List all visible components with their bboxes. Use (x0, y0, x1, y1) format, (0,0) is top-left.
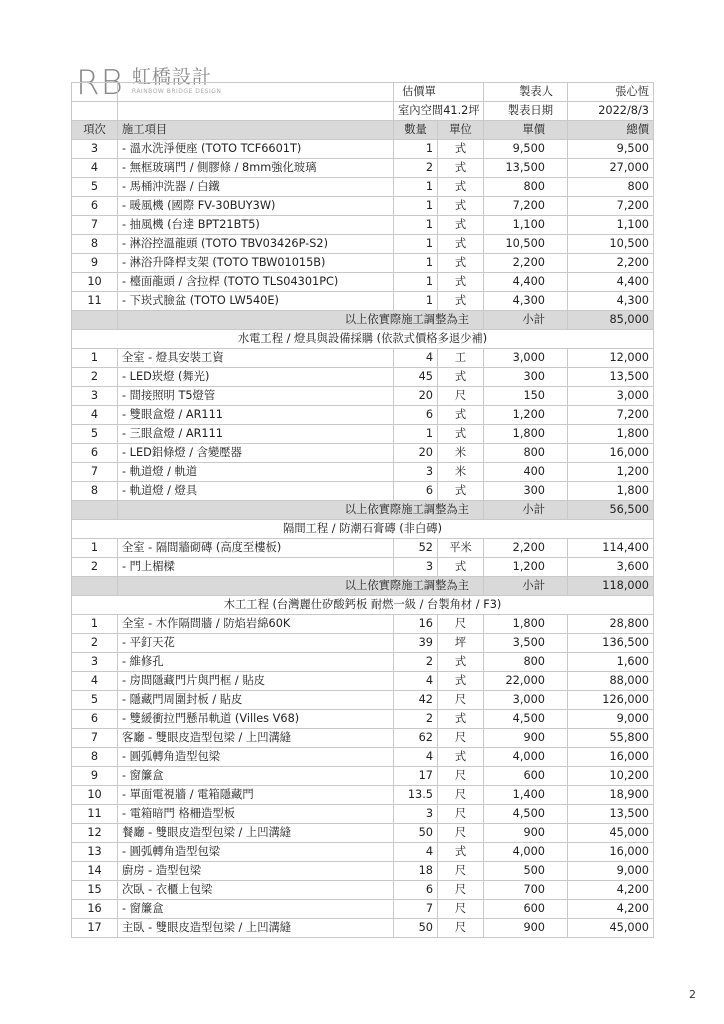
item-no: 10 (72, 786, 118, 805)
item-name: 全室 - 木作隔間牆 / 防焰岩綿60K (118, 615, 394, 634)
item-unit: 式 (438, 292, 484, 311)
item-name: - 電箱暗門 格柵造型板 (118, 805, 394, 824)
item-total: 16,000 (568, 843, 654, 862)
item-name: 廚房 - 造型包梁 (118, 862, 394, 881)
item-no: 17 (72, 919, 118, 938)
item-unit: 式 (438, 653, 484, 672)
subtotal-label: 小計 (484, 577, 568, 596)
item-total: 9,000 (568, 862, 654, 881)
section-title-row (72, 330, 654, 349)
item-unit-price: 800 (484, 653, 568, 672)
column-header-row (72, 121, 654, 140)
item-unit-price: 4,500 (484, 805, 568, 824)
table-row (72, 463, 654, 482)
subtotal-spacer (72, 501, 118, 520)
item-qty: 6 (394, 482, 438, 501)
item-total: 27,000 (568, 159, 654, 178)
item-unit: 尺 (438, 900, 484, 919)
item-total: 45,000 (568, 824, 654, 843)
col-qty-header: 數量 (394, 121, 438, 140)
table-row (72, 824, 654, 843)
table-row (72, 691, 654, 710)
item-qty: 2 (394, 653, 438, 672)
item-no: 7 (72, 463, 118, 482)
item-total: 10,500 (568, 235, 654, 254)
item-no: 13 (72, 843, 118, 862)
table-row (72, 444, 654, 463)
table-row (72, 767, 654, 786)
item-unit-price: 800 (484, 178, 568, 197)
table-row (72, 786, 654, 805)
item-unit: 尺 (438, 387, 484, 406)
item-unit-price: 1,400 (484, 786, 568, 805)
item-total: 1,800 (568, 425, 654, 444)
item-total: 800 (568, 178, 654, 197)
item-total: 28,800 (568, 615, 654, 634)
item-total: 1,800 (568, 482, 654, 501)
item-name: - 門上楣樑 (118, 558, 394, 577)
table-row (72, 368, 654, 387)
item-total: 7,200 (568, 406, 654, 425)
item-unit: 尺 (438, 824, 484, 843)
table-row (72, 539, 654, 558)
item-unit-price: 2,200 (484, 539, 568, 558)
item-no: 7 (72, 216, 118, 235)
subtotal-row (72, 311, 654, 330)
item-no: 3 (72, 653, 118, 672)
table-row (72, 805, 654, 824)
subtotal-note: 以上依實際施工調整為主 (118, 501, 484, 520)
item-total: 136,500 (568, 634, 654, 653)
item-name: - 間接照明 T5燈管 (118, 387, 394, 406)
col-price-header: 單價 (484, 121, 568, 140)
section-title: 隔間工程 / 防潮石膏磚 (非白磚) (72, 520, 654, 539)
item-name: - 隱藏門周圍封板 / 貼皮 (118, 691, 394, 710)
item-unit: 式 (438, 672, 484, 691)
item-name: - 三眼盒燈 / AR111 (118, 425, 394, 444)
item-no: 5 (72, 178, 118, 197)
item-name: - 淋浴控溫龍頭 (TOTO TBV03426P-S2) (118, 235, 394, 254)
item-total: 55,800 (568, 729, 654, 748)
table-row (72, 881, 654, 900)
item-qty: 1 (394, 235, 438, 254)
item-no: 4 (72, 672, 118, 691)
item-name: - LED崁燈 (舞光) (118, 368, 394, 387)
maker-name: 張心恆 (568, 83, 654, 102)
item-total: 7,200 (568, 197, 654, 216)
item-unit-price: 1,800 (484, 425, 568, 444)
header-row-1 (72, 83, 654, 102)
table-row (72, 862, 654, 881)
item-unit: 式 (438, 178, 484, 197)
item-unit-price: 400 (484, 463, 568, 482)
item-unit: 式 (438, 710, 484, 729)
table-row (72, 197, 654, 216)
item-qty: 20 (394, 444, 438, 463)
item-no: 8 (72, 482, 118, 501)
item-total: 1,600 (568, 653, 654, 672)
subtotal-value: 85,000 (568, 311, 654, 330)
logo-mark: RB (76, 63, 124, 103)
table-row (72, 900, 654, 919)
table-row (72, 615, 654, 634)
item-total: 1,200 (568, 463, 654, 482)
item-name: 主臥 - 雙眼皮造型包梁 / 上凹溝縫 (118, 919, 394, 938)
item-no: 5 (72, 691, 118, 710)
subtotal-spacer (72, 311, 118, 330)
subtotal-label: 小計 (484, 501, 568, 520)
subtotal-label: 小計 (484, 311, 568, 330)
item-unit: 式 (438, 425, 484, 444)
item-no: 12 (72, 824, 118, 843)
table-row (72, 558, 654, 577)
item-name: 全室 - 隔間牆砌磚 (高度至樓板) (118, 539, 394, 558)
item-qty: 3 (394, 558, 438, 577)
item-no: 8 (72, 235, 118, 254)
table-row (72, 729, 654, 748)
item-unit: 式 (438, 482, 484, 501)
space-info: 室內空間41.2坪 (394, 102, 484, 121)
subtotal-value: 118,000 (568, 577, 654, 596)
item-unit: 式 (438, 406, 484, 425)
table-row (72, 216, 654, 235)
item-no: 10 (72, 273, 118, 292)
item-name: - 暖風機 (國際 FV-30BUY3W) (118, 197, 394, 216)
item-no: 7 (72, 729, 118, 748)
item-unit-price: 600 (484, 900, 568, 919)
table-row (72, 349, 654, 368)
item-name: - 圓弧轉角造型包梁 (118, 748, 394, 767)
item-unit-price: 1,800 (484, 615, 568, 634)
item-no: 9 (72, 254, 118, 273)
item-total: 18,900 (568, 786, 654, 805)
item-unit: 尺 (438, 805, 484, 824)
item-qty: 13.5 (394, 786, 438, 805)
item-unit: 尺 (438, 786, 484, 805)
item-unit: 式 (438, 748, 484, 767)
subtotal-value: 56,500 (568, 501, 654, 520)
subtotal-note: 以上依實際施工調整為主 (118, 311, 484, 330)
item-unit: 式 (438, 843, 484, 862)
col-total-header: 總價 (568, 121, 654, 140)
table-row (72, 140, 654, 159)
col-unit-header: 單位 (438, 121, 484, 140)
item-unit: 式 (438, 235, 484, 254)
item-total: 16,000 (568, 748, 654, 767)
item-name: 全室 - 燈具安裝工資 (118, 349, 394, 368)
item-total: 9,000 (568, 710, 654, 729)
item-unit: 米 (438, 444, 484, 463)
item-unit: 式 (438, 159, 484, 178)
item-qty: 20 (394, 387, 438, 406)
col-no-header: 項次 (72, 121, 118, 140)
item-unit-price: 3,000 (484, 349, 568, 368)
item-unit-price: 900 (484, 824, 568, 843)
item-no: 1 (72, 539, 118, 558)
doc-title: 估價單 (394, 83, 484, 102)
item-no: 16 (72, 900, 118, 919)
item-unit-price: 900 (484, 919, 568, 938)
table-row (72, 710, 654, 729)
item-name: - LED鋁條燈 / 含變壓器 (118, 444, 394, 463)
item-unit-price: 1,200 (484, 406, 568, 425)
item-qty: 6 (394, 881, 438, 900)
item-unit: 式 (438, 558, 484, 577)
item-total: 4,400 (568, 273, 654, 292)
item-unit: 平米 (438, 539, 484, 558)
item-unit-price: 800 (484, 444, 568, 463)
item-unit-price: 2,200 (484, 254, 568, 273)
subtotal-note: 以上依實際施工調整為主 (118, 577, 484, 596)
logo-name-en: RAINBOW BRIDGE DESIGN (131, 88, 222, 95)
item-qty: 6 (394, 406, 438, 425)
item-unit-price: 3,500 (484, 634, 568, 653)
item-qty: 1 (394, 197, 438, 216)
item-name: - 抽風機 (台達 BPT21BT5) (118, 216, 394, 235)
item-name: - 窗簾盒 (118, 767, 394, 786)
item-total: 88,000 (568, 672, 654, 691)
table-row (72, 406, 654, 425)
item-name: 客廳 - 雙眼皮造型包梁 / 上凹溝縫 (118, 729, 394, 748)
item-total: 9,500 (568, 140, 654, 159)
table-row (72, 634, 654, 653)
item-unit: 尺 (438, 767, 484, 786)
item-no: 3 (72, 387, 118, 406)
item-unit: 式 (438, 273, 484, 292)
item-unit-price: 13,500 (484, 159, 568, 178)
item-no: 2 (72, 634, 118, 653)
item-no: 1 (72, 349, 118, 368)
item-name: - 馬桶沖洗器 / 白鐵 (118, 178, 394, 197)
item-unit-price: 150 (484, 387, 568, 406)
item-no: 6 (72, 710, 118, 729)
item-no: 15 (72, 881, 118, 900)
item-name: - 平釘天花 (118, 634, 394, 653)
item-total: 2,200 (568, 254, 654, 273)
date-value: 2022/8/3 (568, 102, 654, 121)
item-total: 13,500 (568, 368, 654, 387)
item-unit: 尺 (438, 881, 484, 900)
item-name: - 軌道燈 / 燈具 (118, 482, 394, 501)
item-name: - 雙緩衝拉門懸吊軌道 (Villes V68) (118, 710, 394, 729)
item-no: 1 (72, 615, 118, 634)
item-unit-price: 3,000 (484, 691, 568, 710)
date-label: 製表日期 (484, 102, 568, 121)
header-row-2 (72, 102, 654, 121)
item-unit: 尺 (438, 615, 484, 634)
maker-label: 製表人 (484, 83, 568, 102)
item-qty: 1 (394, 216, 438, 235)
item-no: 14 (72, 862, 118, 881)
item-unit-price: 300 (484, 368, 568, 387)
item-name: - 無框玻璃門 / 側膠條 / 8mm強化玻璃 (118, 159, 394, 178)
item-qty: 39 (394, 634, 438, 653)
item-total: 16,000 (568, 444, 654, 463)
item-qty: 62 (394, 729, 438, 748)
item-no: 9 (72, 767, 118, 786)
item-qty: 1 (394, 254, 438, 273)
item-unit-price: 1,200 (484, 558, 568, 577)
item-qty: 4 (394, 748, 438, 767)
item-unit: 式 (438, 368, 484, 387)
item-unit-price: 300 (484, 482, 568, 501)
section-title: 木工工程 (台灣麗仕矽酸鈣板 耐燃一級 / 台製角材 / F3) (72, 596, 654, 615)
subtotal-row (72, 577, 654, 596)
item-no: 11 (72, 292, 118, 311)
item-qty: 50 (394, 919, 438, 938)
item-name: - 下崁式臉盆 (TOTO LW540E) (118, 292, 394, 311)
item-unit: 尺 (438, 691, 484, 710)
item-qty: 42 (394, 691, 438, 710)
item-unit-price: 4,000 (484, 748, 568, 767)
item-no: 11 (72, 805, 118, 824)
item-qty: 4 (394, 672, 438, 691)
item-name: - 圓弧轉角造型包梁 (118, 843, 394, 862)
item-qty: 16 (394, 615, 438, 634)
item-qty: 4 (394, 349, 438, 368)
item-unit-price: 22,000 (484, 672, 568, 691)
item-qty: 1 (394, 178, 438, 197)
item-qty: 2 (394, 710, 438, 729)
item-unit-price: 4,000 (484, 843, 568, 862)
item-unit-price: 1,100 (484, 216, 568, 235)
item-unit-price: 600 (484, 767, 568, 786)
table-row (72, 159, 654, 178)
table-row (72, 672, 654, 691)
item-unit: 米 (438, 463, 484, 482)
table-row (72, 292, 654, 311)
section-title: 水電工程 / 燈具與設備採購 (依款式價格多退少補) (72, 330, 654, 349)
item-name: - 淋浴升降桿支架 (TOTO TBW01015B) (118, 254, 394, 273)
item-name: - 檯面龍頭 / 含拉桿 (TOTO TLS04301PC) (118, 273, 394, 292)
table-row (72, 653, 654, 672)
item-qty: 1 (394, 273, 438, 292)
item-unit: 式 (438, 140, 484, 159)
table-row (72, 482, 654, 501)
item-total: 13,500 (568, 805, 654, 824)
section-title-row (72, 520, 654, 539)
item-qty: 18 (394, 862, 438, 881)
logo-name-cn: 虹橋設計 (131, 66, 212, 88)
table-row (72, 843, 654, 862)
item-unit: 尺 (438, 862, 484, 881)
item-unit-price: 700 (484, 881, 568, 900)
item-qty: 3 (394, 463, 438, 482)
item-total: 4,200 (568, 900, 654, 919)
item-name: 次臥 - 衣櫃上包梁 (118, 881, 394, 900)
item-no: 4 (72, 406, 118, 425)
item-unit: 尺 (438, 919, 484, 938)
item-no: 2 (72, 558, 118, 577)
table-row (72, 425, 654, 444)
item-qty: 52 (394, 539, 438, 558)
item-qty: 50 (394, 824, 438, 843)
item-unit: 尺 (438, 729, 484, 748)
item-name: - 雙眼盒燈 / AR111 (118, 406, 394, 425)
item-no: 4 (72, 159, 118, 178)
item-total: 45,000 (568, 919, 654, 938)
section-title-row (72, 596, 654, 615)
item-no: 2 (72, 368, 118, 387)
item-name: - 窗簾盒 (118, 900, 394, 919)
item-unit-price: 7,200 (484, 197, 568, 216)
item-qty: 1 (394, 292, 438, 311)
table-row (72, 387, 654, 406)
item-name: - 軌道燈 / 軌道 (118, 463, 394, 482)
item-qty: 7 (394, 900, 438, 919)
item-qty: 45 (394, 368, 438, 387)
table-row (72, 273, 654, 292)
quotation-table (71, 82, 654, 938)
table-row (72, 748, 654, 767)
table-row (72, 254, 654, 273)
item-name: - 單面電視牆 / 電箱隱藏門 (118, 786, 394, 805)
item-unit-price: 900 (484, 729, 568, 748)
item-unit-price: 10,500 (484, 235, 568, 254)
item-unit: 坪 (438, 634, 484, 653)
subtotal-row (72, 501, 654, 520)
item-total: 3,000 (568, 387, 654, 406)
item-qty: 1 (394, 425, 438, 444)
item-no: 6 (72, 197, 118, 216)
col-item-header: 施工項目 (118, 121, 394, 140)
item-qty: 1 (394, 140, 438, 159)
table-row (72, 235, 654, 254)
item-no: 5 (72, 425, 118, 444)
item-qty: 2 (394, 159, 438, 178)
item-unit-price: 4,400 (484, 273, 568, 292)
item-no: 6 (72, 444, 118, 463)
item-unit: 式 (438, 254, 484, 273)
subtotal-spacer (72, 577, 118, 596)
item-total: 1,100 (568, 216, 654, 235)
item-name: 餐廳 - 雙眼皮造型包梁 / 上凹溝縫 (118, 824, 394, 843)
item-total: 12,000 (568, 349, 654, 368)
item-unit: 工 (438, 349, 484, 368)
table-row (72, 178, 654, 197)
item-unit-price: 4,300 (484, 292, 568, 311)
item-unit-price: 9,500 (484, 140, 568, 159)
item-name: - 溫水洗淨便座 (TOTO TCF6601T) (118, 140, 394, 159)
item-total: 4,300 (568, 292, 654, 311)
item-unit: 式 (438, 197, 484, 216)
item-total: 4,200 (568, 881, 654, 900)
item-total: 126,000 (568, 691, 654, 710)
page-number: 2 (689, 988, 696, 1001)
item-name: - 維修孔 (118, 653, 394, 672)
item-unit-price: 4,500 (484, 710, 568, 729)
item-no: 3 (72, 140, 118, 159)
item-no: 8 (72, 748, 118, 767)
item-name: - 房間隱藏門片與門框 / 貼皮 (118, 672, 394, 691)
item-qty: 3 (394, 805, 438, 824)
item-unit-price: 500 (484, 862, 568, 881)
item-unit: 式 (438, 216, 484, 235)
item-total: 3,600 (568, 558, 654, 577)
item-total: 10,200 (568, 767, 654, 786)
item-total: 114,400 (568, 539, 654, 558)
item-qty: 4 (394, 843, 438, 862)
item-qty: 17 (394, 767, 438, 786)
table-row (72, 919, 654, 938)
